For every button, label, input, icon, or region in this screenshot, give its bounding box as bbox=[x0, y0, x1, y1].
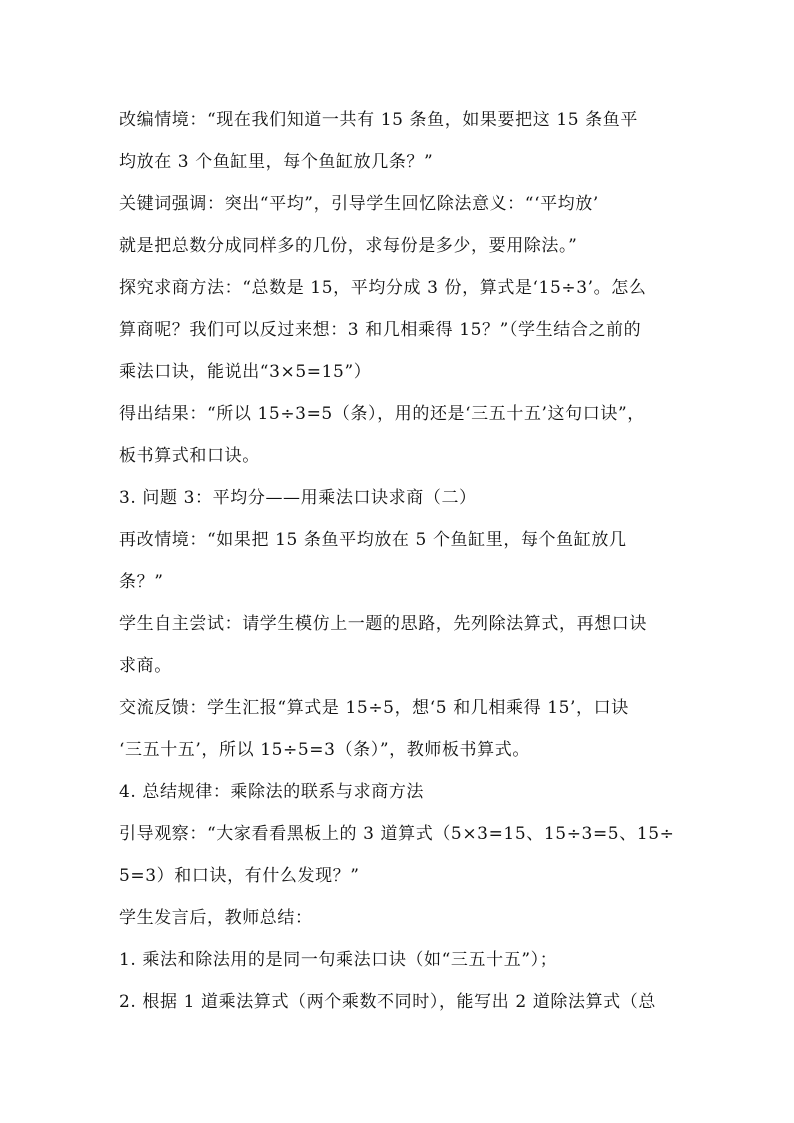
text-line: 得出结果：“所以 15÷3=5（条），用的还是‘三五十五’这句口诀”， bbox=[119, 404, 645, 424]
text-line: 改编情境：“现在我们知道一共有 15 条鱼，如果要把这 15 条鱼平 bbox=[119, 110, 638, 130]
section-heading: 3. 问题 3：平均分——用乘法口诀求商（二） bbox=[119, 488, 477, 508]
text-line: 条？” bbox=[119, 572, 164, 592]
text-line: 交流反馈：学生汇报“算式是 15÷5，想‘5 和几相乘得 15’，口诀 bbox=[119, 698, 629, 718]
text-line: 5=3）和口诀，有什么发现？” bbox=[119, 866, 360, 886]
text-line: 学生发言后，教师总结： bbox=[119, 908, 313, 928]
text-line: 板书算式和口诀。 bbox=[119, 446, 260, 466]
text-line: 再改情境：“如果把 15 条鱼平均放在 5 个鱼缸里，每个鱼缸放几 bbox=[119, 530, 627, 550]
text-line: 求商。 bbox=[119, 656, 172, 676]
text-line: 探究求商方法：“总数是 15，平均分成 3 份，算式是‘15÷3’。怎么 bbox=[119, 278, 647, 298]
text-line: 就是把总数分成同样多的几份，求每份是多少，要用除法。” bbox=[119, 236, 578, 256]
text-line: ‘三五十五’，所以 15÷5=3（条）”，教师板书算式。 bbox=[119, 740, 530, 760]
text-line: 引导观察：“大家看看黑板上的 3 道算式（5×3=15、15÷3=5、15÷ bbox=[119, 824, 675, 844]
text-line: 均放在 3 个鱼缸里，每个鱼缸放几条？” bbox=[119, 152, 434, 172]
text-line: 学生自主尝试：请学生模仿上一题的思路，先列除法算式，再想口诀 bbox=[119, 614, 647, 634]
list-item: 1. 乘法和除法用的是同一句乘法口诀（如“三五十五”）； bbox=[119, 950, 558, 970]
list-item: 2. 根据 1 道乘法算式（两个乘数不同时），能写出 2 道除法算式（总 bbox=[119, 992, 656, 1012]
text-line: 算商呢？我们可以反过来想：3 和几相乘得 15？”（学生结合之前的 bbox=[119, 320, 642, 340]
text-line: 乘法口诀，能说出“3×5=15”） bbox=[119, 362, 372, 382]
section-heading: 4. 总结规律：乘除法的联系与求商方法 bbox=[119, 782, 425, 802]
text-line: 关键词强调：突出“平均”，引导学生回忆除法意义：“‘平均放’ bbox=[119, 194, 599, 214]
